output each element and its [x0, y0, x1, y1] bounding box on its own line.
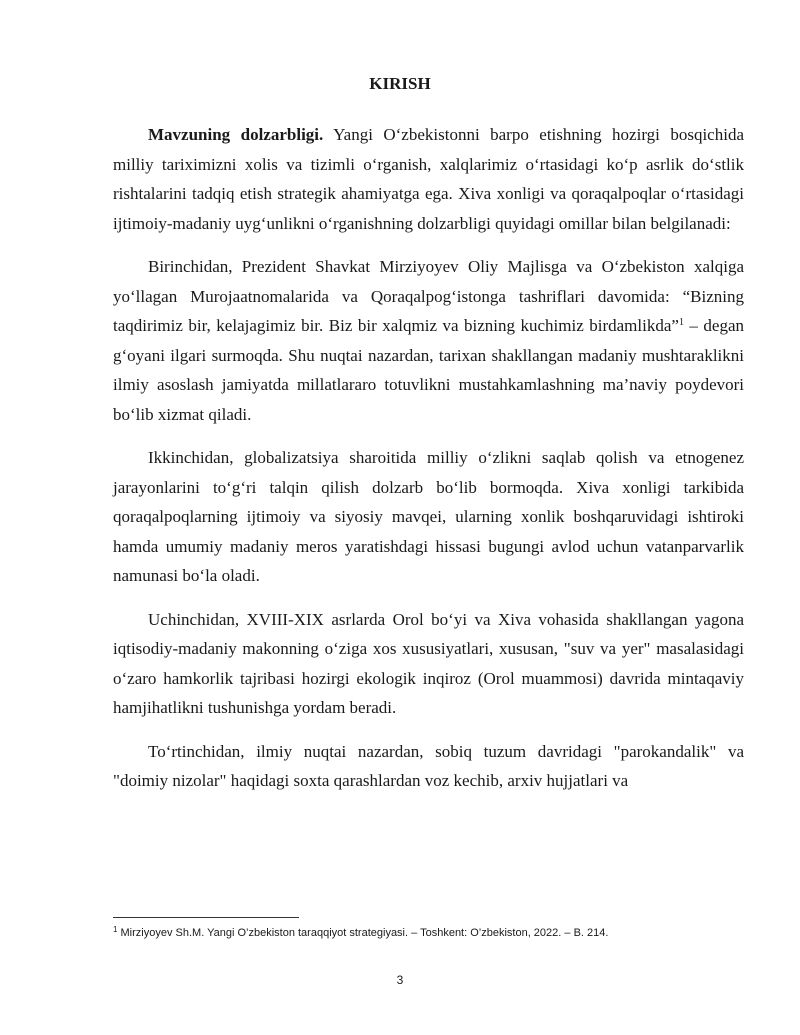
paragraph-lead: Mavzuning dolzarbligi.: [148, 125, 324, 144]
paragraph-text: – degan g‘oyani ilgari surmoqda. Shu nuqtai nazardan, tarixan shakllangan madaniy mushtaraklikni ilmiy asoslash jamiyatda millatlararo totuvlikni mustahkamlashning ma’naviy poydevori bo‘lib xizmat qiladi.: [113, 316, 745, 424]
footnote-text: Mirziyoyev Sh.M. Yangi O’zbekiston taraqqiyot strategiyasi. – Toshkent: O’zbekiston, 2022. – B. 214.: [117, 927, 609, 939]
footnote-reference[interactable]: 1: [678, 317, 684, 328]
paragraph-relevance: [113, 120, 744, 238]
paragraph-fourth: To‘rtinchidan, ilmiy nuqtai nazardan, sobiq tuzum davridagi "parokandalik" va "doimiy nizolar" haqidagi soxta qarashlardan voz kechib, arxiv hujjatlari va: [113, 741, 744, 790]
paragraph-text: Birinchidan, Prezident Shavkat Mirziyoyev Oliy Majlisga va O‘zbekiston xalqiga yo‘llagan Murojaatnomalarida va Qoraqalpog‘istonga tashriflari davomida: “Bizning taqdirimiz bir, kelajagimiz bir. Biz bir xalqmiz va bizning kuchimiz birdamlikda”: [113, 257, 744, 335]
section-heading: KIRISH: [369, 74, 431, 93]
paragraph-third: Uchinchidan, XVIII-XIX asrlarda Orol bo‘yi va Xiva vohasida shakllangan yagona iqtisodiy-madaniy makonning o‘ziga xos xususiyatlari, xususan, "suv va yer" masalasidagi o‘zaro hamkorlik tajribasi hozirgi ekologik inqiroz (Orol muammosi) davrida mintaqaviy hamjihatlikni tushunishga yordam beradi.: [113, 609, 744, 717]
paragraph-second: Ikkinchidan, globalizatsiya sharoitida milliy o‘zlikni saqlab qolish va etnogenez jarayonlarini to‘g‘ri talqin qilish dolzarb bo‘lib bormoqda. Xiva xonligi tarkibida qoraqalpoqlarning ijtimoiy va siyosiy mavqei, ularning xonlik boshqaruvidagi ishtiroki hamda umumiy madaniy meros yaratishdagi hissasi bugungi avlod uchun vatanparvarlik namunasi bo‘la oladi.: [113, 448, 744, 585]
page-number: 3: [396, 973, 404, 987]
paragraph-text: Yangi O‘zbekistonni barpo etishning hozirgi bosqichida milliy tariximizni xolis va tizimli o‘rganish, xalqlarimiz o‘rtasidagi ko‘p asrlik do‘stlik rishtalarini tadqiq etish strategik ahamiyatga ega. Xiva xonligi va qoraqalpoqlar o‘rtasidagi ijtimoiy-madaniy uyg‘unlikni o‘rganishning dolzarbligi quyidagi omillar bilan belgilanadi:: [113, 125, 744, 233]
paragraph-first: [113, 252, 744, 429]
footnote-separator: [113, 917, 299, 918]
footnote: [113, 926, 744, 940]
body-text: [113, 120, 744, 796]
footnote-number: 1: [113, 925, 118, 934]
